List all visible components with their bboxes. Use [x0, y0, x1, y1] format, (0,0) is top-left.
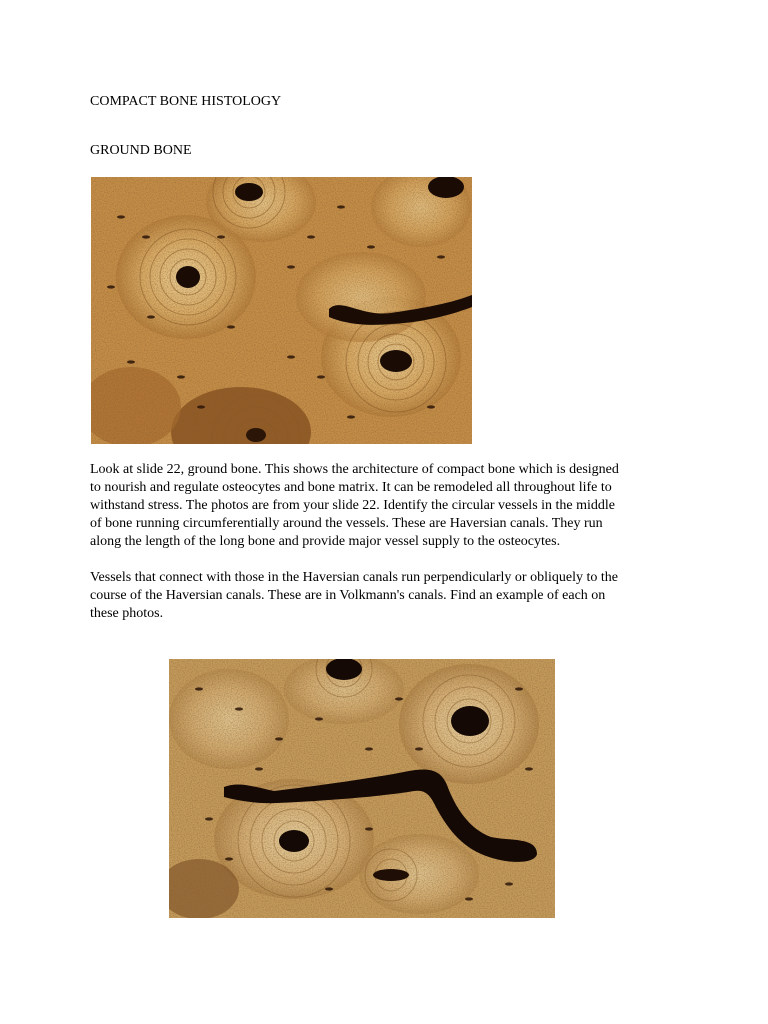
ground-bone-micrograph-2: [169, 659, 555, 918]
ground-bone-micrograph-1: [91, 177, 472, 444]
volkmann-paragraph: [90, 569, 690, 623]
section-heading: GROUND BONE: [90, 143, 192, 158]
text-line: of bone running circumferentially around the vessels. These are Haversian canals. They run: [90, 516, 603, 531]
text-line: Vessels that connect with those in the Haversian canals run perpendicularly or obliquely to the: [90, 570, 618, 585]
text-line: along the length of the long bone and provide major vessel supply to the osteocytes.: [90, 534, 561, 549]
text-line: these photos.: [90, 606, 164, 621]
text-line: to nourish and regulate osteocytes and bone matrix. It can be remodeled all throughout life to: [90, 480, 612, 495]
text-line: Look at slide 22, ground bone. This shows the architecture of compact bone which is designed: [90, 462, 619, 477]
text-line: course of the Haversian canals. These are in Volkmann's canals. Find an example of each on: [90, 588, 606, 603]
page-title: COMPACT BONE HISTOLOGY: [90, 94, 282, 109]
intro-paragraph: [90, 461, 690, 551]
text-line: withstand stress. The photos are from your slide 22. Identify the circular vessels in the middle: [90, 498, 616, 513]
